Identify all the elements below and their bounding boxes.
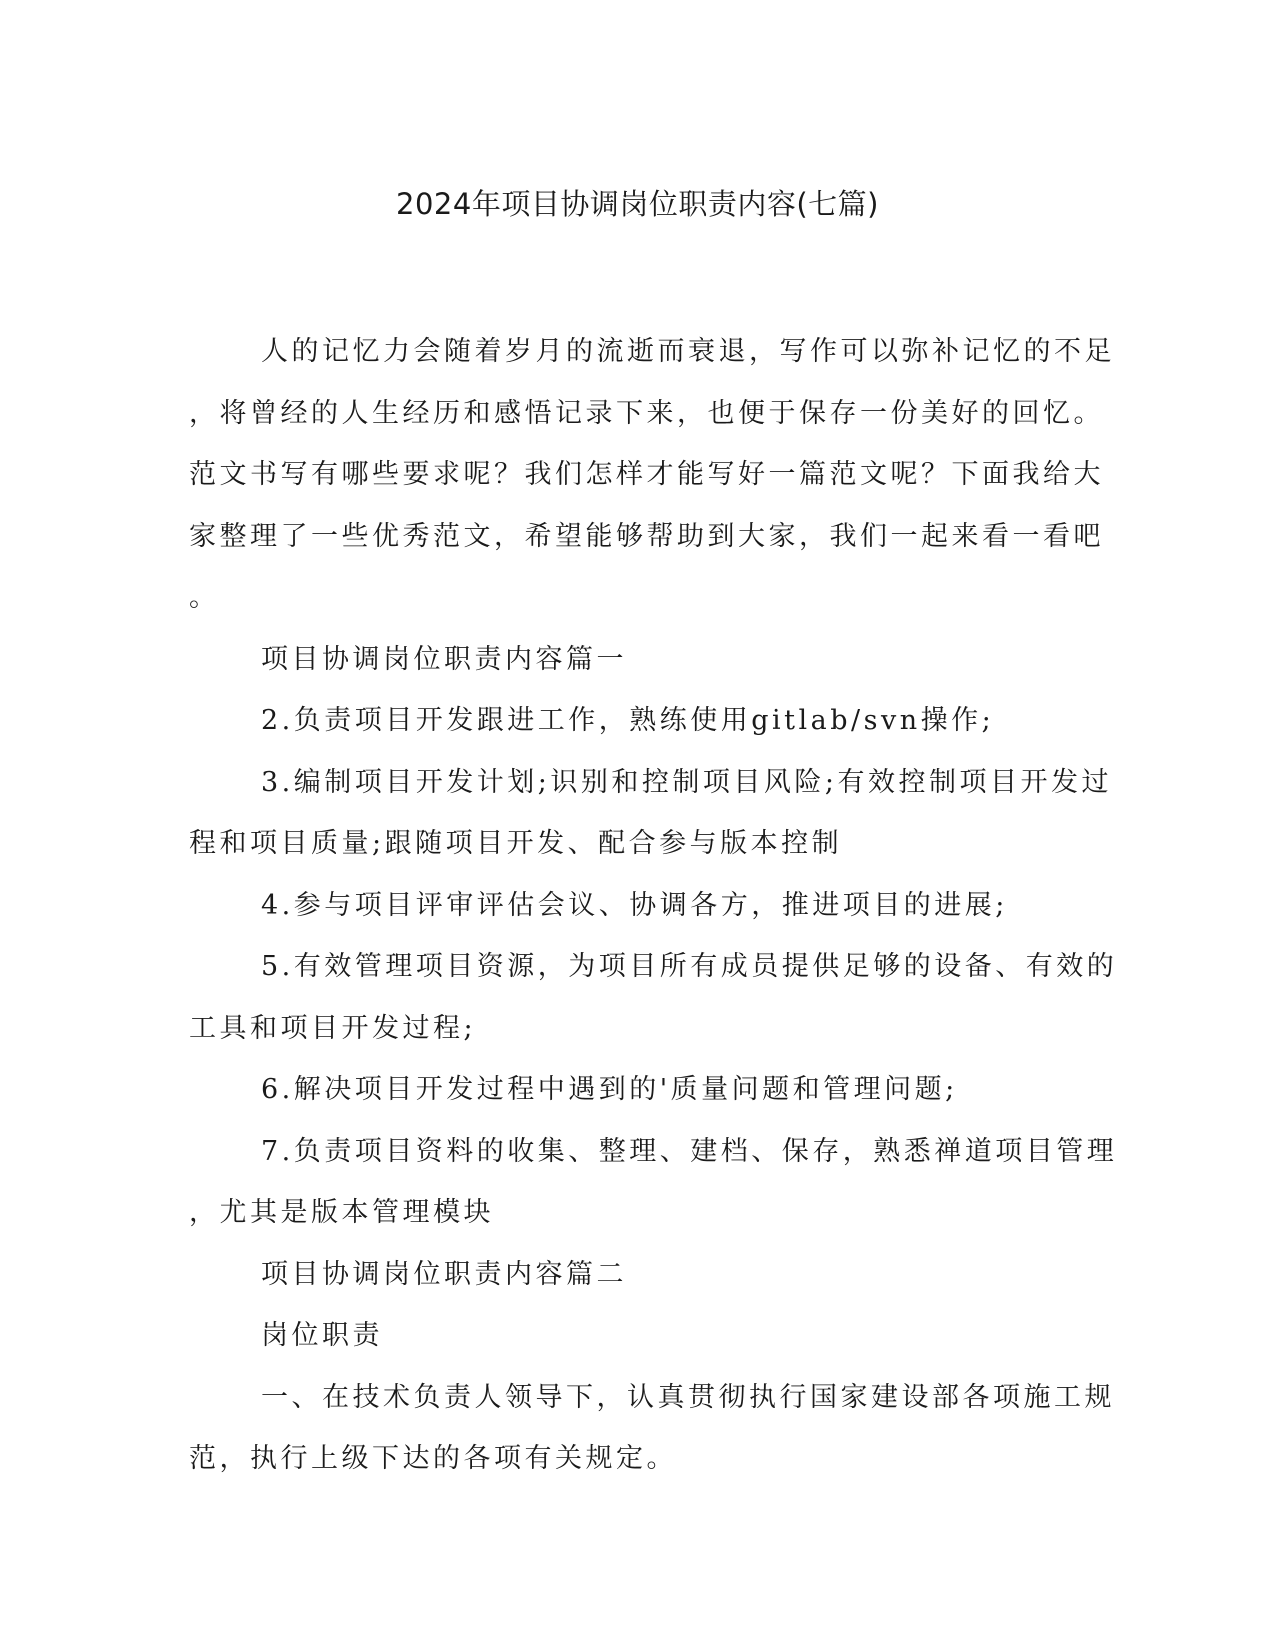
intro-line: ，将曾经的人生经历和感悟记录下来，也便于保存一份美好的回忆。	[189, 397, 1104, 429]
intro-line: 范文书写有哪些要求呢？我们怎样才能写好一篇范文呢？下面我给大	[189, 459, 1104, 490]
duty-paragraph-1	[189, 1367, 1115, 1490]
duty-item-4: 4.参与项目评审评估会议、协调各方，推进项目的进展;	[261, 889, 1008, 921]
document-title: 2024年项目协调岗位职责内容(七篇)	[396, 187, 879, 221]
subheading-duties: 岗位职责	[261, 1320, 383, 1351]
duty-item-3-line: 程和项目质量;跟随项目开发、配合参与版本控制	[189, 828, 843, 859]
intro-paragraph	[189, 321, 1115, 629]
duty-paragraph-1-line: 一、在技术负责人领导下，认真贯彻执行国家建设部各项施工规	[261, 1381, 1115, 1413]
duty-item-7-line: 7.负责项目资料的收集、整理、建档、保存，熟悉禅道项目管理	[261, 1135, 1118, 1167]
duty-item-5	[189, 936, 1118, 1059]
duty-paragraph-1-line: 范，执行上级下达的各项有关规定。	[189, 1443, 677, 1474]
document-body	[189, 321, 1118, 1490]
duty-item-5-line: 5.有效管理项目资源，为项目所有成员提供足够的设备、有效的	[261, 951, 1118, 982]
duty-item-7-line: ，尤其是版本管理模块	[189, 1197, 494, 1228]
intro-line: 人的记忆力会随着岁月的流逝而衰退，写作可以弥补记忆的不足	[261, 336, 1115, 367]
duty-item-3	[189, 752, 1112, 875]
section-heading-2: 项目协调岗位职责内容篇二	[261, 1258, 627, 1290]
duty-item-3-line: 3.编制项目开发计划;识别和控制项目风险;有效控制项目开发过	[261, 766, 1112, 798]
intro-line: 。	[189, 582, 220, 613]
intro-line: 家整理了一些优秀范文，希望能够帮助到大家，我们一起来看一看吧	[189, 520, 1104, 552]
duty-item-6: 6.解决项目开发过程中遇到的'质量问题和管理问题;	[261, 1074, 958, 1105]
duty-item-7	[189, 1121, 1118, 1244]
duty-item-5-line: 工具和项目开发过程;	[189, 1012, 477, 1044]
section-heading-1: 项目协调岗位职责内容篇一	[261, 643, 627, 675]
duty-item-2: 2.负责项目开发跟进工作，熟练使用gitlab/svn操作;	[261, 705, 995, 736]
